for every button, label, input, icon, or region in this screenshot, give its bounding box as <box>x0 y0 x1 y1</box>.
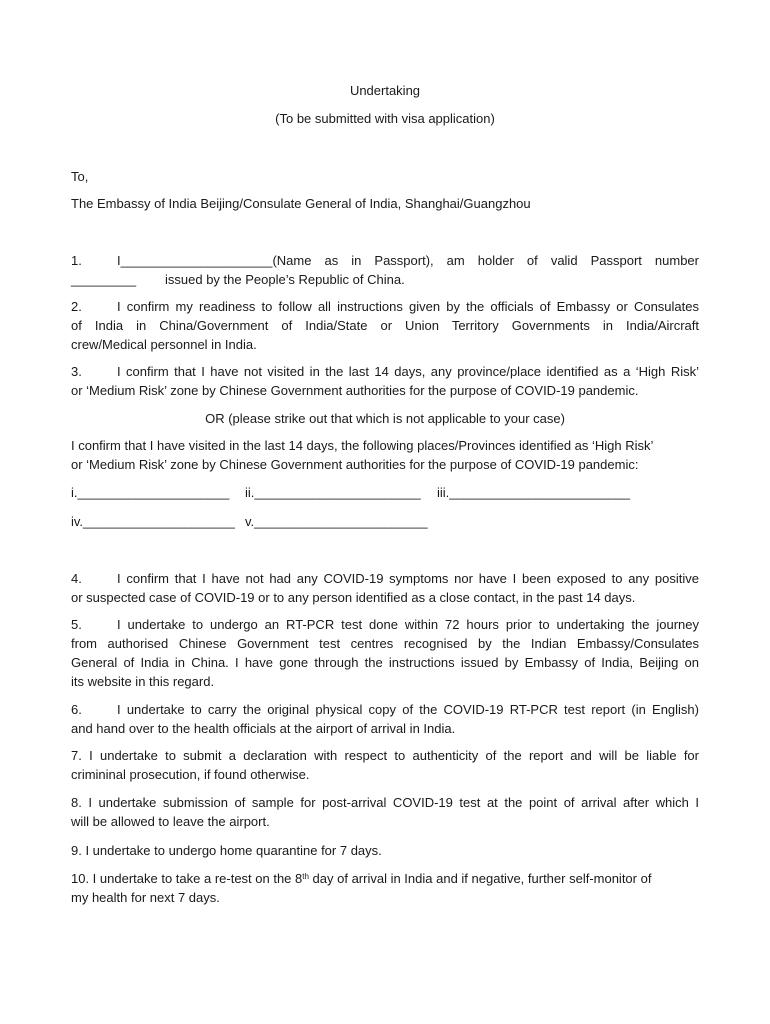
item-3-line-2: or ‘Medium Risk’ zone by Chinese Government authorities for the purpose of COVID-19 pandemic. <box>71 383 639 398</box>
item-5-number: 5. <box>71 617 82 632</box>
item-4-line-1: I confirm that I have not had any COVID-19 symptoms nor have I been exposed to any positive <box>117 571 699 586</box>
item-3-alt-line-2: or ‘Medium Risk’ zone by Chinese Government authorities for the purpose of COVID-19 pandemic: <box>71 457 639 472</box>
item-5-line-2: from authorised Chinese Government test centres recognised by the Indian Embassy/Consulates <box>71 636 699 651</box>
item-2-line-2: of India in China/Government of India/State or Union Territory Governments in India/Aircraft <box>71 318 699 333</box>
passport-number-blank: _________ <box>71 272 137 287</box>
item-2-line-3: crew/Medical personnel in India. <box>71 337 257 352</box>
place-blank-ii: ii._______________________ <box>245 485 421 500</box>
item-3-number: 3. <box>71 364 82 379</box>
item-5-line-3: General of India in China. I have gone through the instructions issued by Embassy of India, Beijing on <box>71 655 699 670</box>
item-4-line-2: or suspected case of COVID-19 or to any person identified as a close contact, in the past 14 days. <box>71 590 636 605</box>
item-2-line-1: I confirm my readiness to follow all instructions given by the officials of Embassy or Consulates <box>117 299 699 314</box>
salutation: To, <box>71 169 89 184</box>
item-10-text-b: day of arrival in India and if negative, further self-monitor of <box>308 871 652 886</box>
or-instruction: OR (please strike out that which is not applicable to your case) <box>205 411 565 426</box>
item-3-alt-line-1: I confirm that I have visited in the last 14 days, the following places/Provinces identified as ‘High Risk’ <box>71 438 654 453</box>
item-10-line-1 <box>71 871 699 887</box>
place-blank-i: i._____________________ <box>71 485 230 500</box>
item-1-number: 1. <box>71 253 82 268</box>
item-6-number: 6. <box>71 702 82 717</box>
item-1-line-1: I_____________________(Name as in Passport), am holder of valid Passport number <box>117 253 699 268</box>
item-9-line-1: 9. I undertake to undergo home quarantine for 7 days. <box>71 843 382 858</box>
item-6-line-2: and hand over to the health officials at the airport of arrival in India. <box>71 721 456 736</box>
item-3-line-1: I confirm that I have not visited in the last 14 days, any province/place identified as a ‘High Risk’ <box>117 364 699 379</box>
addressee: The Embassy of India Beijing/Consulate General of India, Shanghai/Guangzhou <box>71 196 531 211</box>
item-8-line-2: will be allowed to leave the airport. <box>71 814 270 829</box>
item-10-text-a: 10. I undertake to take a re-test on the 8 <box>71 871 303 886</box>
document-title: Undertaking <box>349 83 421 98</box>
item-8-line-1: 8. I undertake submission of sample for post-arrival COVID-19 test at the point of arrival after which I <box>71 795 699 810</box>
item-7-line-2: crimininal prosecution, if found otherwise. <box>71 767 310 782</box>
place-blank-v: v.________________________ <box>245 514 428 529</box>
item-4-number: 4. <box>71 571 82 586</box>
item-6-line-1: I undertake to carry the original physical copy of the COVID-19 RT-PCR test report (in English) <box>117 702 699 717</box>
item-10-line-2: my health for next 7 days. <box>71 890 220 905</box>
place-blank-iii: iii._________________________ <box>437 485 631 500</box>
document-subtitle: (To be submitted with visa application) <box>275 111 495 126</box>
item-7-line-1: 7. I undertake to submit a declaration with respect to authenticity of the report and will be liable for <box>71 748 699 763</box>
item-1-line-2: issued by the People’s Republic of China. <box>165 272 405 287</box>
item-5-line-1: I undertake to undergo an RT-PCR test done within 72 hours prior to undertaking the journey <box>117 617 699 632</box>
item-2-number: 2. <box>71 299 82 314</box>
ordinal-suffix: th <box>302 872 309 881</box>
place-blank-iv: iv._____________________ <box>71 514 235 529</box>
item-5-line-4: its website in this regard. <box>71 674 215 689</box>
